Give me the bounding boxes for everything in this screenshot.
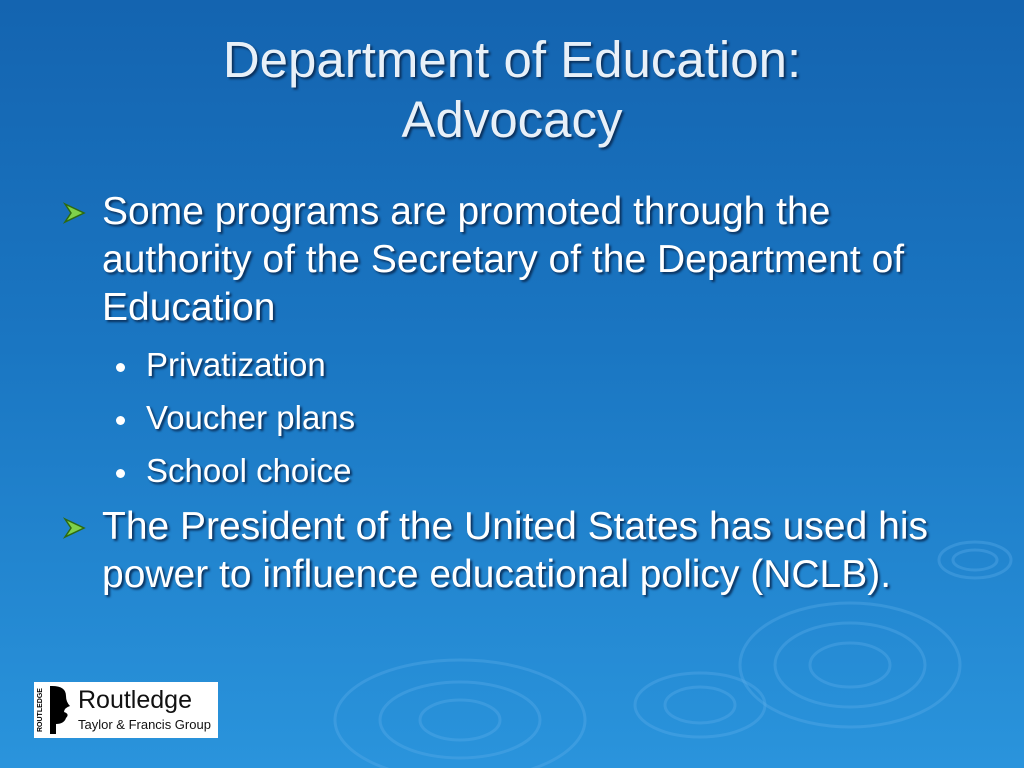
bullet-2: [60, 503, 990, 599]
bullet-1-text: Some programs are promoted through the authority of the Secretary of the Department of Education: [102, 190, 905, 329]
routledge-logo: [34, 682, 218, 738]
logo-side-text: ROUTLEDGE: [37, 688, 44, 732]
subitem-label: School choice: [146, 452, 352, 489]
subitem-label: Voucher plans: [146, 399, 356, 436]
arrow-bullet-icon: [62, 202, 88, 224]
slide-title: [0, 30, 1024, 150]
subitem-privatization: [60, 345, 990, 385]
title-line-2: Advocacy: [401, 91, 623, 148]
arrow-bullet-icon: [62, 517, 88, 539]
slide-content: [60, 188, 990, 599]
dot-bullet-icon: [116, 416, 125, 425]
title-line-1: Department of Education:: [222, 31, 802, 88]
bullet-2-text: The President of the United States has used his power to influence educational policy (NCLB).: [102, 505, 928, 596]
dot-bullet-icon: [116, 363, 125, 372]
logo-name: Routledge: [78, 686, 192, 714]
subitem-school-choice: [60, 451, 990, 491]
dot-bullet-icon: [116, 469, 125, 478]
bullet-1: [60, 188, 990, 332]
logo-group: Taylor & Francis Group: [78, 717, 211, 732]
subitem-voucher-plans: [60, 398, 990, 438]
subitem-label: Privatization: [146, 346, 326, 383]
routledge-profile-icon: [48, 684, 76, 736]
